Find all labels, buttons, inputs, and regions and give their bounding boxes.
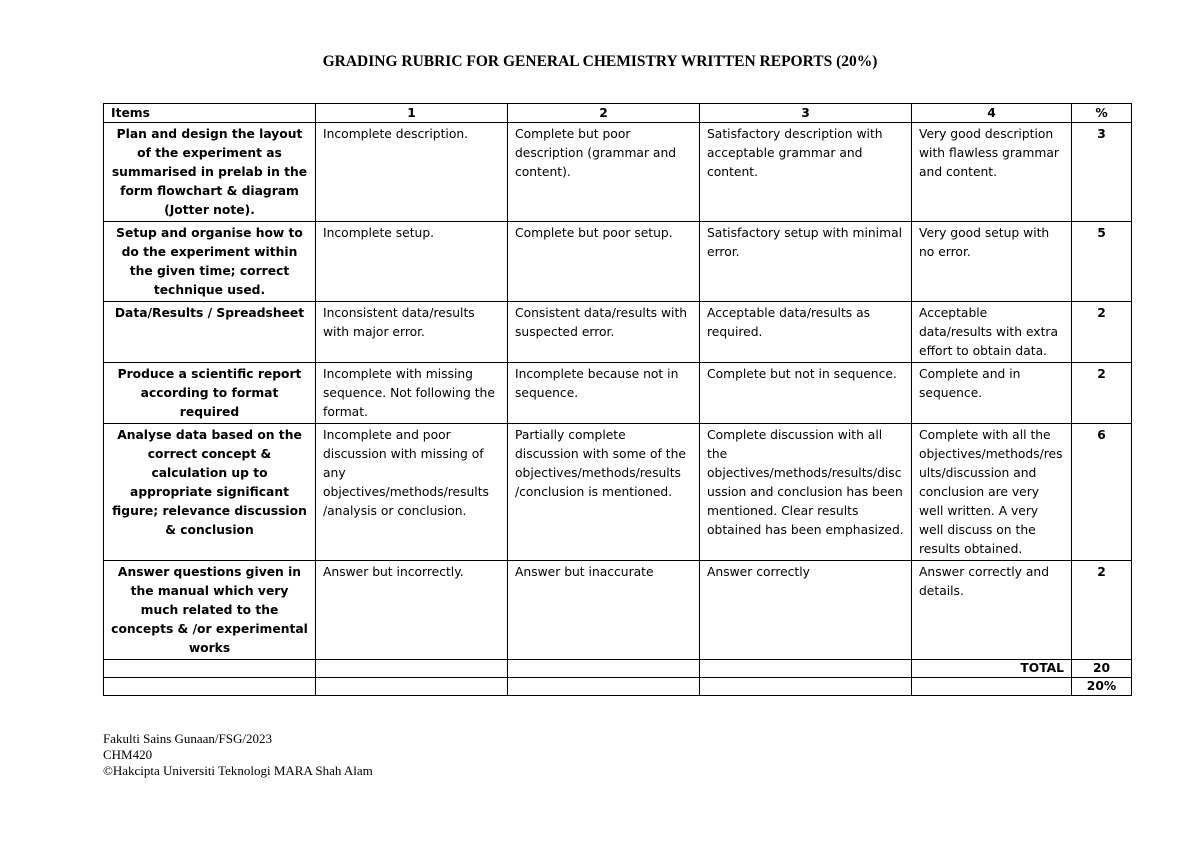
row-score-2: Complete but poor description (grammar and content). xyxy=(508,123,700,222)
row-score-4: Acceptable data/results with extra effort to obtain data. xyxy=(912,302,1072,363)
row-score-1: Incomplete description. xyxy=(316,123,508,222)
row-score-1: Incomplete and poor discussion with missing of any objectives/methods/results /analysis or conclusion. xyxy=(316,424,508,561)
row-item: Setup and organise how to do the experiment within the given time; correct technique used. xyxy=(104,222,316,302)
table-header-row xyxy=(104,104,1132,123)
row-score-4: Complete and in sequence. xyxy=(912,363,1072,424)
header-percent: % xyxy=(1072,104,1132,123)
row-score-1: Answer but incorrectly. xyxy=(316,561,508,660)
row-percent: 6 xyxy=(1072,424,1132,561)
page-title: GRADING RUBRIC FOR GENERAL CHEMISTRY WRITTEN REPORTS (20%) xyxy=(322,53,878,70)
row-score-3: Satisfactory description with acceptable grammar and content. xyxy=(700,123,912,222)
grading-rubric-table xyxy=(103,103,1132,696)
row-item: Produce a scientific report according to format required xyxy=(104,363,316,424)
empty-cell xyxy=(104,678,316,696)
total-percent-row xyxy=(104,678,1132,696)
total-percent: 20% xyxy=(1072,678,1132,696)
row-score-3: Complete discussion with all the objectives/methods/results/discussion and conclusion has been mentioned. Clear results obtained has been emphasized. xyxy=(700,424,912,561)
header-score-3: 3 xyxy=(700,104,912,123)
row-score-2: Answer but inaccurate xyxy=(508,561,700,660)
row-score-4: Very good setup with no error. xyxy=(912,222,1072,302)
total-row xyxy=(104,660,1132,678)
row-percent: 5 xyxy=(1072,222,1132,302)
empty-cell xyxy=(316,660,508,678)
table-row xyxy=(104,561,1132,660)
row-score-2: Incomplete because not in sequence. xyxy=(508,363,700,424)
row-score-4: Very good description with flawless grammar and content. xyxy=(912,123,1072,222)
row-score-1: Incomplete setup. xyxy=(316,222,508,302)
row-item: Plan and design the layout of the experiment as summarised in prelab in the form flowchart & diagram (Jotter note). xyxy=(104,123,316,222)
empty-cell xyxy=(912,678,1072,696)
row-score-3: Complete but not in sequence. xyxy=(700,363,912,424)
empty-cell xyxy=(700,660,912,678)
row-item: Analyse data based on the correct concept & calculation up to appropriate significant figure; relevance discussion & conclusion xyxy=(104,424,316,561)
table-row xyxy=(104,123,1132,222)
total-label: TOTAL xyxy=(912,660,1072,678)
header-items: Items xyxy=(104,104,316,123)
row-score-1: Incomplete with missing sequence. Not following the format. xyxy=(316,363,508,424)
row-score-2: Consistent data/results with suspected error. xyxy=(508,302,700,363)
footer-copyright: ©Hakcipta Universiti Teknologi MARA Shah Alam xyxy=(103,763,373,778)
row-score-2: Complete but poor setup. xyxy=(508,222,700,302)
row-item: Answer questions given in the manual which very much related to the concepts & /or experimental works xyxy=(104,561,316,660)
row-percent: 2 xyxy=(1072,561,1132,660)
header-score-2: 2 xyxy=(508,104,700,123)
table-row xyxy=(104,363,1132,424)
row-score-3: Answer correctly xyxy=(700,561,912,660)
empty-cell xyxy=(700,678,912,696)
footer-faculty: Fakulti Sains Gunaan/FSG/2023 xyxy=(103,731,273,746)
row-score-3: Acceptable data/results as required. xyxy=(700,302,912,363)
row-score-4: Complete with all the objectives/methods/results/discussion and conclusion are very well written. A very well discuss on the results obtained. xyxy=(912,424,1072,561)
row-score-3: Satisfactory setup with minimal error. xyxy=(700,222,912,302)
empty-cell xyxy=(508,678,700,696)
row-percent: 2 xyxy=(1072,363,1132,424)
header-score-4: 4 xyxy=(912,104,1072,123)
table-row xyxy=(104,222,1132,302)
footer-course-code: CHM420 xyxy=(103,747,153,762)
table-row xyxy=(104,424,1132,561)
row-percent: 3 xyxy=(1072,123,1132,222)
row-percent: 2 xyxy=(1072,302,1132,363)
row-score-2: Partially complete discussion with some of the objectives/methods/results /conclusion is mentioned. xyxy=(508,424,700,561)
document-footer xyxy=(103,731,373,779)
table-row xyxy=(104,302,1132,363)
empty-cell xyxy=(316,678,508,696)
total-value: 20 xyxy=(1072,660,1132,678)
empty-cell xyxy=(104,660,316,678)
empty-cell xyxy=(508,660,700,678)
row-score-4: Answer correctly and details. xyxy=(912,561,1072,660)
row-item: Data/Results / Spreadsheet xyxy=(104,302,316,363)
header-score-1: 1 xyxy=(316,104,508,123)
row-score-1: Inconsistent data/results with major error. xyxy=(316,302,508,363)
